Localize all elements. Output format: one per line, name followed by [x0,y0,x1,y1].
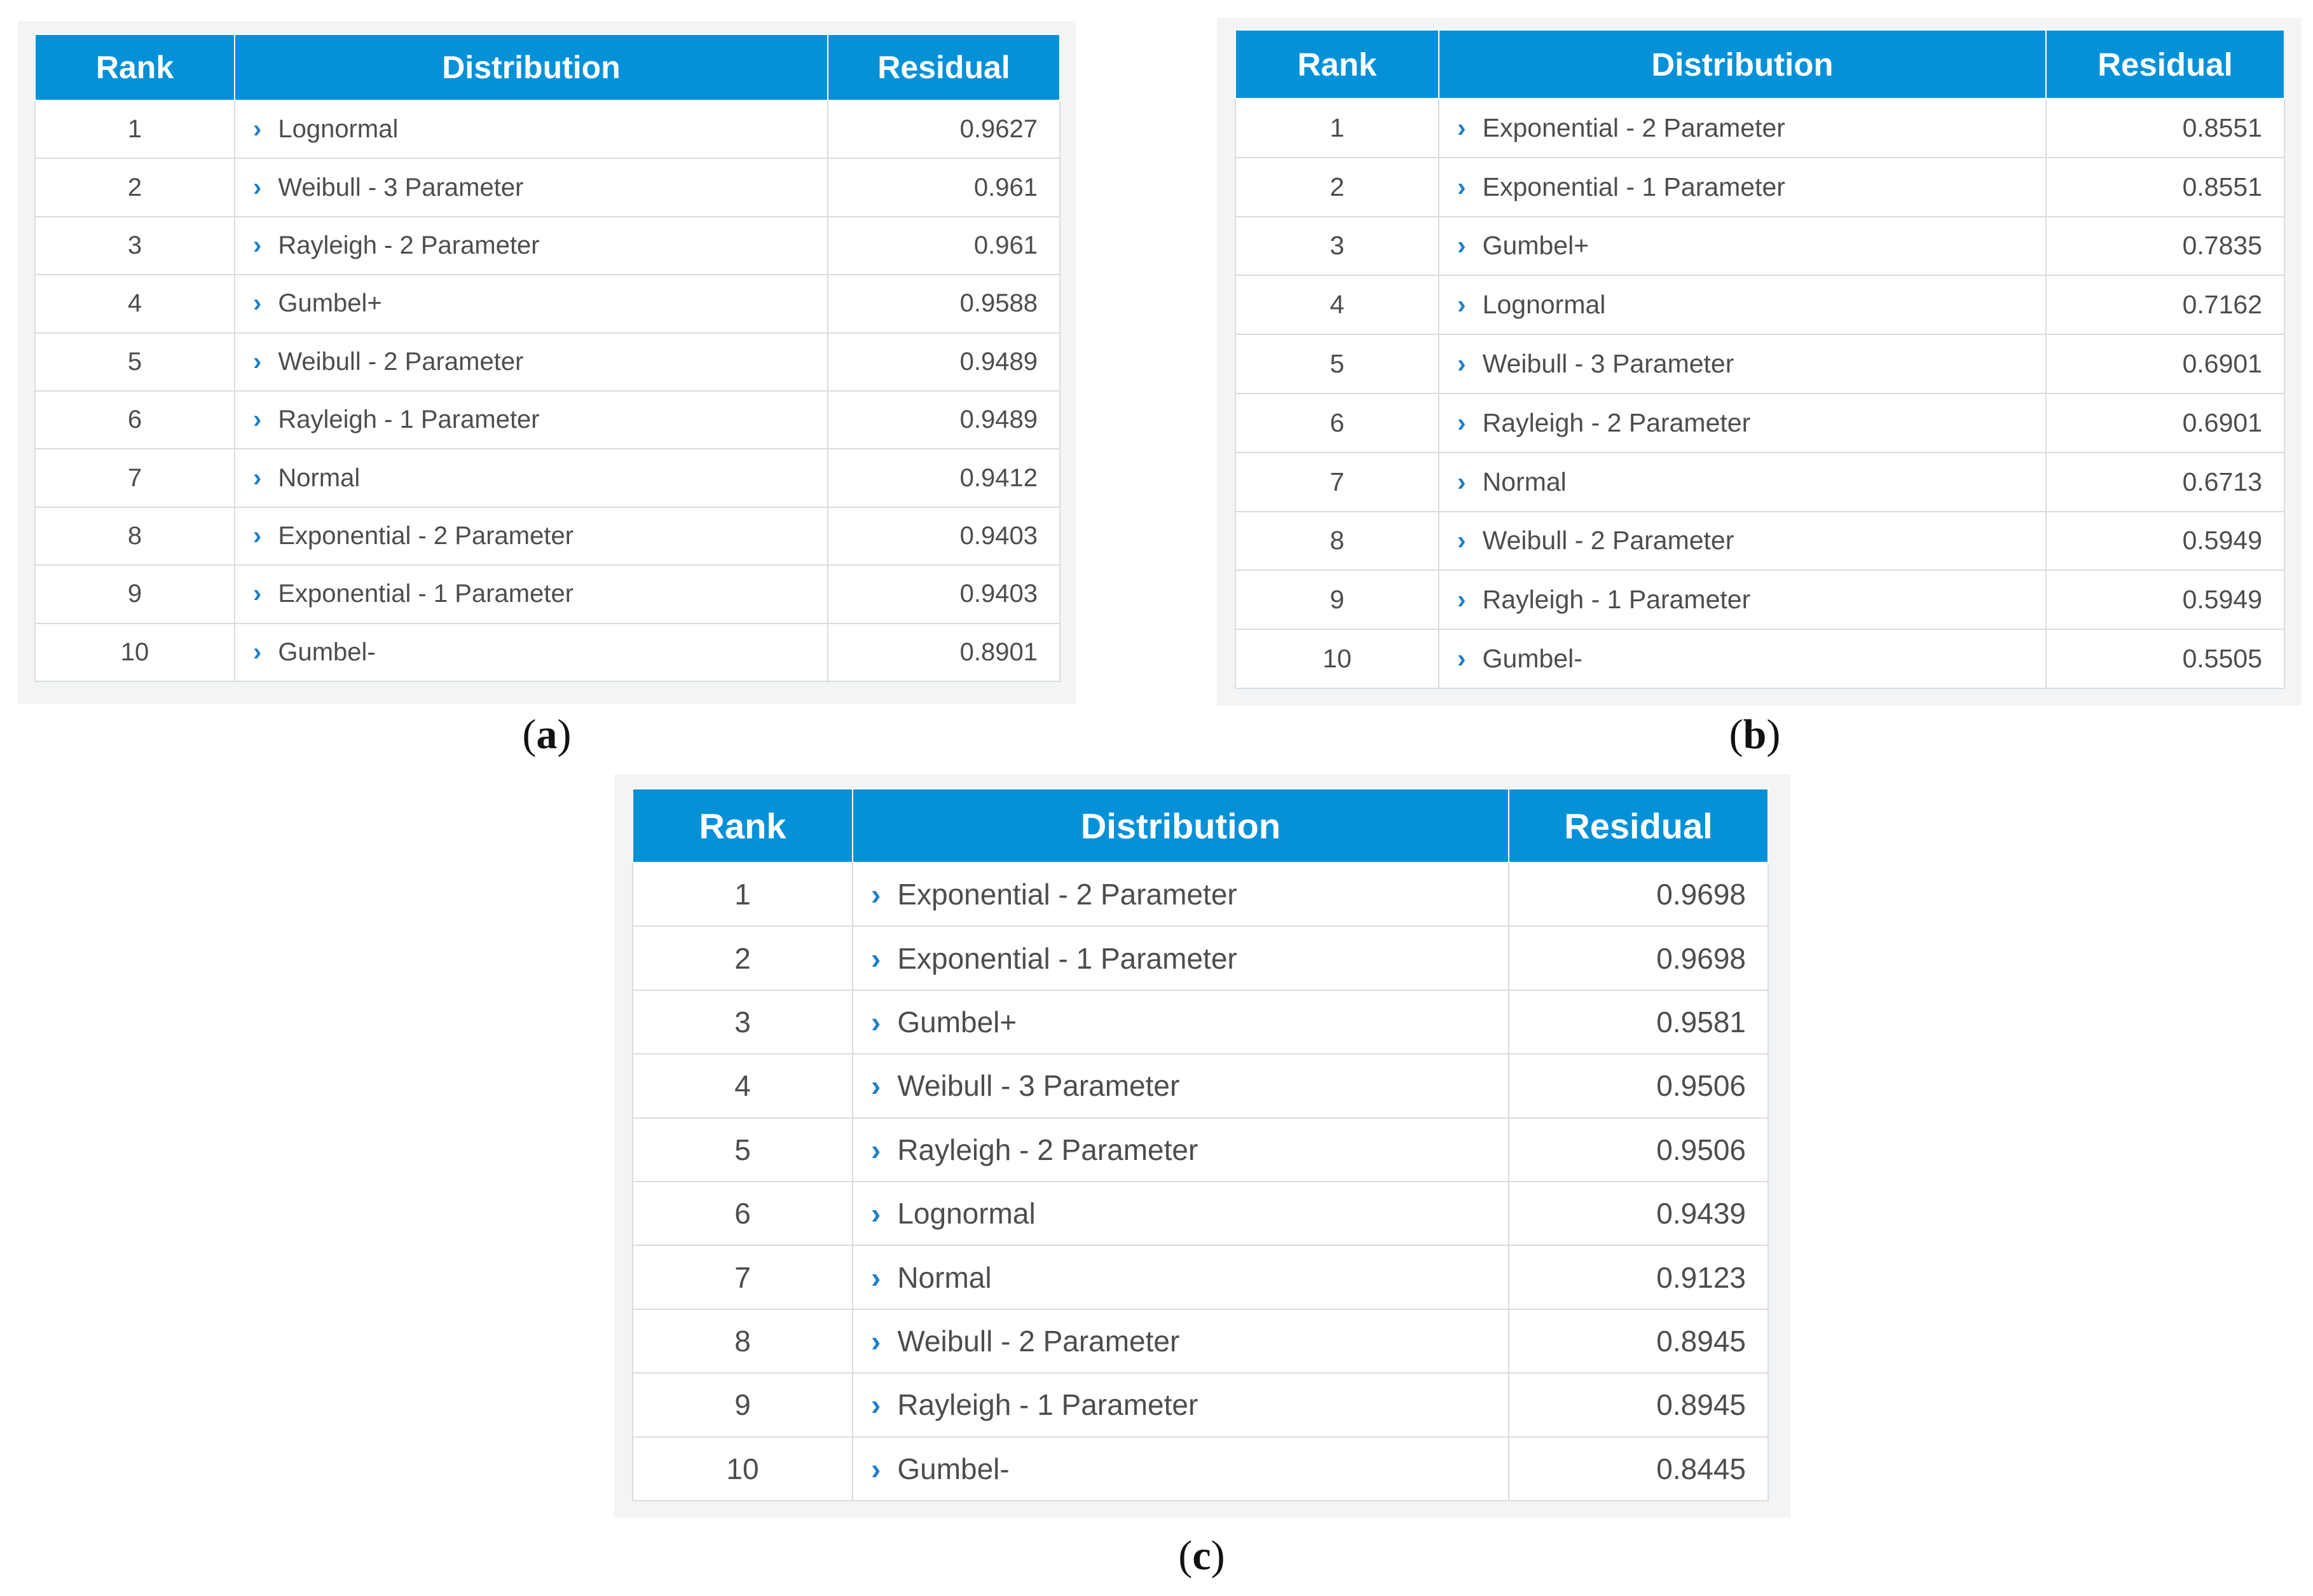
residual-cell: 0.9489 [828,333,1060,391]
distribution-name: Lognormal [278,115,399,144]
table-row[interactable] [1235,334,2284,393]
rank-cell: 6 [35,391,235,449]
table-row[interactable] [633,1182,1768,1245]
rank-column-header[interactable]: Rank [1235,30,1439,99]
residual-column-header[interactable]: Residual [828,34,1060,100]
table-row[interactable] [35,624,1060,681]
caption-letter: a [536,711,558,758]
distribution-name: Gumbel- [1482,644,1582,674]
distribution-cell [1439,99,2046,158]
distribution-name: Exponential - 1 Parameter [897,941,1237,975]
chevron-right-icon[interactable]: › [253,173,262,201]
distribution-table-a [34,34,1060,682]
chevron-right-icon[interactable]: › [1457,407,1466,437]
chevron-right-icon[interactable]: › [1457,644,1466,674]
distribution-cell [853,1054,1509,1117]
distribution-cell [853,1373,1509,1436]
rank-cell: 5 [633,1118,853,1182]
rank-cell: 7 [35,449,235,507]
rank-cell: 10 [1235,629,1439,688]
distribution-cell [1439,393,2046,453]
distribution-cell [853,863,1509,926]
table-panel-b [1217,18,2302,706]
table-body [1235,99,2284,688]
table-row[interactable] [1235,99,2284,158]
rank-cell: 3 [35,217,235,275]
distribution-name: Weibull - 2 Parameter [897,1324,1180,1358]
table-row[interactable] [1235,453,2284,512]
residual-cell: 0.8945 [1509,1373,1768,1436]
figure-caption-c: (c) [1178,1532,1225,1579]
residual-cell: 0.9627 [828,100,1060,158]
rank-cell: 10 [35,624,235,681]
table-row[interactable] [1235,275,2284,334]
chevron-right-icon[interactable]: › [871,1197,881,1231]
distribution-table-c [632,788,1769,1501]
distribution-cell [235,158,828,216]
table-row[interactable] [1235,158,2284,217]
table-row[interactable] [1235,629,2284,688]
caption-letter: b [1743,711,1767,758]
residual-cell: 0.9506 [1509,1054,1768,1117]
chevron-right-icon[interactable]: › [253,231,262,259]
chevron-right-icon[interactable]: › [253,463,262,492]
chevron-right-icon[interactable]: › [1457,290,1466,320]
residual-cell: 0.9588 [828,275,1060,332]
distribution-cell [1439,158,2046,217]
chevron-right-icon[interactable]: › [1457,172,1466,201]
distribution-cell [235,391,828,449]
figure-caption-a: (a) [522,711,572,758]
rank-cell: 8 [633,1309,853,1373]
table-panel-a [18,21,1076,704]
distribution-cell [1439,512,2046,571]
figure-caption-b: (b) [1729,711,1781,758]
distribution-name: Exponential - 1 Parameter [278,580,574,608]
table-row[interactable] [35,333,1060,391]
rank-cell: 1 [633,863,853,926]
distribution-name: Normal [897,1260,992,1294]
distribution-cell [853,1245,1509,1309]
residual-cell: 0.961 [828,158,1060,216]
chevron-right-icon[interactable]: › [1457,231,1466,261]
table-row[interactable] [35,158,1060,216]
distribution-cell [1439,334,2046,393]
distribution-cell [1439,570,2046,629]
residual-cell: 0.961 [828,217,1060,275]
rank-cell: 9 [1235,570,1439,629]
distribution-name: Gumbel+ [278,289,382,318]
chevron-right-icon[interactable]: › [871,1324,881,1358]
residual-column-header[interactable]: Residual [2046,30,2284,99]
chevron-right-icon[interactable]: › [1457,585,1466,615]
distribution-name: Rayleigh - 2 Parameter [897,1133,1198,1166]
residual-cell: 0.9581 [1509,990,1768,1054]
rank-cell: 3 [1235,217,1439,276]
distribution-name: Rayleigh - 1 Parameter [1482,585,1751,615]
chevron-right-icon[interactable]: › [871,1260,881,1294]
residual-cell: 0.6901 [2046,334,2284,393]
table-row[interactable] [35,275,1060,332]
rank-cell: 7 [1235,453,1439,512]
residual-cell: 0.9439 [1509,1182,1768,1245]
distribution-name: Gumbel+ [1482,231,1589,261]
rank-column-header[interactable]: Rank [633,789,853,863]
distribution-cell [853,990,1509,1054]
table-row[interactable] [1235,217,2284,276]
distribution-cell [853,1182,1509,1245]
rank-cell: 4 [1235,275,1439,334]
chevron-right-icon[interactable]: › [871,878,881,911]
residual-cell: 0.6901 [2046,393,2284,453]
chevron-right-icon[interactable]: › [871,1005,881,1039]
rank-cell: 7 [633,1245,853,1309]
table-row[interactable] [633,1309,1768,1373]
rank-cell: 4 [633,1054,853,1117]
table-header-row [35,34,1060,100]
distribution-column-header[interactable]: Distribution [853,789,1509,863]
residual-cell: 0.7835 [2046,217,2284,276]
residual-cell: 0.5949 [2046,512,2284,571]
rank-column-header[interactable]: Rank [35,34,235,100]
distribution-cell [235,565,828,623]
table-row[interactable] [35,565,1060,623]
table-row[interactable] [633,1118,1768,1182]
residual-cell: 0.9489 [828,391,1060,449]
chevron-right-icon[interactable]: › [253,580,262,608]
distribution-cell [1439,217,2046,276]
distribution-name: Weibull - 2 Parameter [278,347,524,376]
table-row[interactable] [35,100,1060,158]
residual-cell: 0.8445 [1509,1437,1768,1501]
distribution-table-b [1235,29,2285,689]
distribution-name: Rayleigh - 2 Parameter [1482,407,1751,437]
table-row[interactable] [633,1437,1768,1501]
distribution-cell [235,507,828,565]
table-row[interactable] [633,1373,1768,1436]
table-panel-c [614,774,1790,1518]
table-row[interactable] [633,926,1768,990]
rank-cell: 5 [1235,334,1439,393]
rank-cell: 2 [633,926,853,990]
residual-cell: 0.8551 [2046,158,2284,217]
chevron-right-icon[interactable]: › [1457,349,1466,379]
table-row[interactable] [35,507,1060,565]
distribution-name: Gumbel- [278,638,376,666]
residual-cell: 0.9698 [1509,863,1768,926]
residual-cell: 0.7162 [2046,275,2284,334]
rank-cell: 5 [35,333,235,391]
table-row[interactable] [35,449,1060,507]
table-row[interactable] [35,217,1060,275]
distribution-name: Rayleigh - 2 Parameter [278,231,540,259]
rank-cell: 9 [35,565,235,623]
residual-cell: 0.9698 [1509,926,1768,990]
rank-cell: 4 [35,275,235,332]
distribution-cell [235,333,828,391]
distribution-name: Weibull - 2 Parameter [1482,526,1734,556]
distribution-name: Exponential - 2 Parameter [278,521,574,550]
distribution-name: Exponential - 2 Parameter [897,878,1237,911]
rank-cell: 2 [35,158,235,216]
table-row[interactable] [1235,512,2284,571]
rank-cell: 10 [633,1437,853,1501]
residual-cell: 0.6713 [2046,453,2284,512]
rank-cell: 8 [35,507,235,565]
residual-cell: 0.9403 [828,565,1060,623]
chevron-right-icon[interactable]: › [1457,526,1466,556]
distribution-name: Weibull - 3 Parameter [1482,349,1734,379]
table-row[interactable] [633,1054,1768,1117]
distribution-cell [235,100,828,158]
distribution-name: Gumbel- [897,1452,1010,1485]
table-row[interactable] [35,391,1060,449]
distribution-name: Exponential - 2 Parameter [1482,113,1785,142]
chevron-right-icon[interactable]: › [871,1133,881,1166]
table-row[interactable] [1235,393,2284,453]
table-body [633,863,1768,1501]
distribution-cell [853,1309,1509,1373]
table-row[interactable] [633,990,1768,1054]
residual-cell: 0.8945 [1509,1309,1768,1373]
distribution-cell [853,1118,1509,1182]
distribution-name: Normal [1482,467,1567,496]
residual-cell: 0.5949 [2046,570,2284,629]
chevron-right-icon[interactable]: › [253,406,262,434]
distribution-cell [853,1437,1509,1501]
distribution-cell [235,275,828,332]
table-row[interactable] [1235,570,2284,629]
table-header-row [633,789,1768,863]
distribution-cell [1439,275,2046,334]
distribution-cell [1439,629,2046,688]
rank-cell: 6 [633,1182,853,1245]
chevron-right-icon[interactable]: › [871,1069,881,1103]
table-row[interactable] [633,863,1768,926]
distribution-name: Normal [278,463,360,492]
residual-cell: 0.9412 [828,449,1060,507]
distribution-name: Exponential - 1 Parameter [1482,172,1785,201]
residual-cell: 0.5505 [2046,629,2284,688]
distribution-name: Rayleigh - 1 Parameter [278,406,540,434]
rank-cell: 8 [1235,512,1439,571]
residual-cell: 0.8551 [2046,99,2284,158]
residual-column-header[interactable]: Residual [1509,789,1768,863]
chevron-right-icon[interactable]: › [253,347,262,376]
distribution-name: Lognormal [1482,290,1606,320]
chevron-right-icon[interactable]: › [253,289,262,318]
rank-cell: 6 [1235,393,1439,453]
chevron-right-icon[interactable]: › [253,115,262,144]
table-body [35,100,1060,681]
rank-cell: 1 [1235,99,1439,158]
chevron-right-icon[interactable]: › [1457,467,1466,496]
distribution-name: Gumbel+ [897,1005,1017,1039]
distribution-column-header[interactable]: Distribution [1439,30,2046,99]
distribution-cell [235,217,828,275]
table-header-row [1235,30,2284,99]
residual-cell: 0.9123 [1509,1245,1768,1309]
table-row[interactable] [633,1245,1768,1309]
distribution-cell [1439,453,2046,512]
caption-letter: c [1192,1532,1211,1579]
rank-cell: 2 [1235,158,1439,217]
rank-cell: 9 [633,1373,853,1436]
chevron-right-icon[interactable]: › [871,1388,881,1422]
distribution-name: Weibull - 3 Parameter [278,173,524,201]
residual-cell: 0.8901 [828,624,1060,681]
residual-cell: 0.9403 [828,507,1060,565]
distribution-cell [853,926,1509,990]
distribution-cell [235,449,828,507]
chevron-right-icon[interactable]: › [1457,113,1466,142]
chevron-right-icon[interactable]: › [871,941,881,975]
chevron-right-icon[interactable]: › [253,521,262,550]
distribution-column-header[interactable]: Distribution [235,34,828,100]
rank-cell: 1 [35,100,235,158]
distribution-name: Lognormal [897,1197,1036,1231]
chevron-right-icon[interactable]: › [871,1452,881,1485]
chevron-right-icon[interactable]: › [253,638,262,666]
distribution-cell [235,624,828,681]
residual-cell: 0.9506 [1509,1118,1768,1182]
distribution-name: Weibull - 3 Parameter [897,1069,1180,1103]
distribution-name: Rayleigh - 1 Parameter [897,1388,1198,1422]
rank-cell: 3 [633,990,853,1054]
